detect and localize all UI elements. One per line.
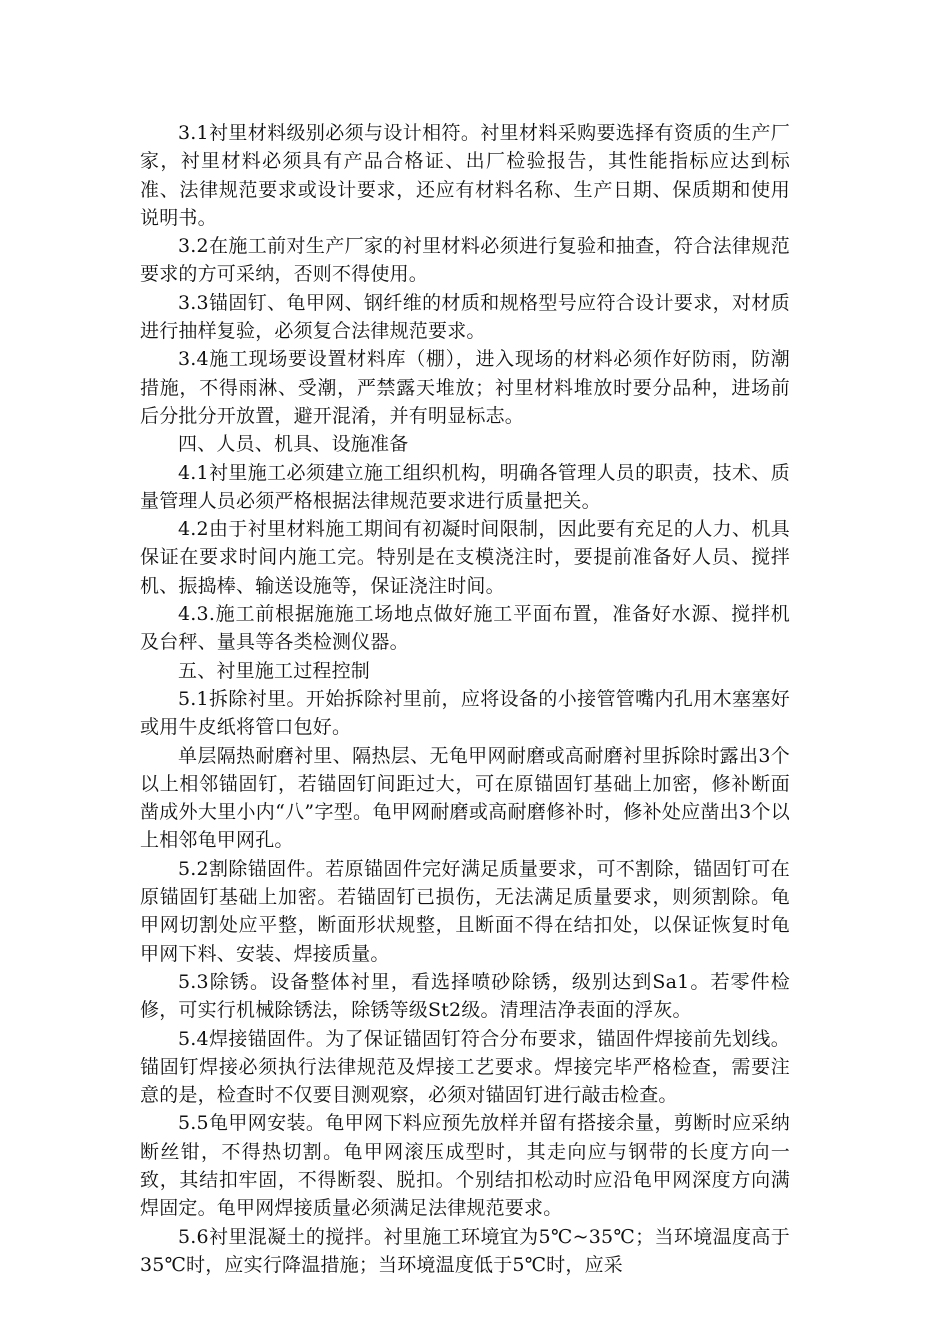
paragraph-5-1-detail: 单层隔热耐磨衬里、隔热层、无龟甲网耐磨或高耐磨衬里拆除时露出3个以上相邻锚固钉，若锚固钉间距过大，可在原锚固钉基础上加密，修补断面凿成外大里小内“八”字型。龟甲网耐磨或高耐磨修补时，修补处应凿出3个以上相邻龟甲网孔。 (140, 744, 790, 852)
paragraph-5-3: 5.3除锈。设备整体衬里，看选择喷砂除锈，级别达到Sa1。若零件检修，可实行机械除锈法，除锈等级St2级。清理洁净表面的浮灰。 (140, 970, 790, 1022)
paragraph-4-3: 4.3.施工前根据施施工场地点做好施工平面布置，准备好水源、搅拌机及台秤、量具等各类检测仪器。 (140, 603, 790, 654)
paragraph-4-2: 4.2由于衬里材料施工期间有初凝时间限制，因此要有充足的人力、机具保证在要求时间内施工完。特别是在支模浇注时，要提前准备好人员、搅拌机、振捣棒、输送设施等，保证浇注时间。 (140, 518, 790, 597)
paragraph-3-4: 3.4施工现场要设置材料库（棚），进入现场的材料必须作好防雨，防潮措施，不得雨淋、受潮，严禁露天堆放；衬里材料堆放时要分品种，进场前后分批分开放置，避开混淆，并有明显标志。 (140, 348, 790, 427)
paragraph-5-5: 5.5龟甲网安装。龟甲网下料应预先放样并留有搭接余量，剪断时应采纳断丝钳，不得热切割。龟甲网滚压成型时，其走向应与钢带的长度方向一致，其结扣牢固，不得断裂、脱扣。个别结扣松动时应沿龟甲网深度方向满焊固定。龟甲网焊接质量必须满足法律规范要求。 (140, 1112, 790, 1220)
paragraph-3-3: 3.3锚固钉、龟甲网、钢纤维的材质和规格型号应符合设计要求，对材质进行抽样复验，必须复合法律规范要求。 (140, 291, 790, 343)
section-heading-5: 五、衬里施工过程控制 (178, 659, 371, 682)
paragraph-3-2: 3.2在施工前对生产厂家的衬里材料必须进行复验和抽查，符合法律规范要求的方可采纳，否则不得使用。 (140, 235, 790, 286)
paragraph-4-1: 4.1衬里施工必须建立施工组织机构，明确各管理人员的职责，技术、质量管理人员必须严格根据法律规范要求进行质量把关。 (140, 461, 790, 512)
paragraph-5-2: 5.2割除锚固件。若原锚固件完好满足质量要求，可不割除，锚固钉可在原锚固钉基础上加密。若锚固钉已损伤，无法满足质量要求，则须割除。龟甲网切割处应平整，断面形状规整，且断面不得在结扣处，以保证恢复时龟甲网下料、安装、焊接质量。 (140, 857, 790, 965)
section-heading-4: 四、人员、机具、设施准备 (178, 433, 409, 456)
paragraph-5-1: 5.1拆除衬里。开始拆除衬里前，应将设备的小接管管嘴内孔用木塞塞好或用牛皮纸将管口包好。 (140, 687, 790, 739)
paragraph-5-4: 5.4焊接锚固件。为了保证锚固钉符合分布要求，锚固件焊接前先划线。锚固钉焊接必须执行法律规范及焊接工艺要求。焊接完毕严格检查，需要注意的是，检查时不仅要目测观察，必须对锚固钉进行敲击检查。 (140, 1027, 790, 1107)
document-body (140, 119, 790, 1279)
paragraph-3-1: 3.1衬里材料级别必须与设计相符。衬里材料采购要选择有资质的生产厂家，衬里材料必须具有产品合格证、出厂检验报告，其性能指标应达到标准、法律规范要求或设计要求，还应有材料名称、生产日期、保质期和使用说明书。 (140, 122, 790, 229)
paragraph-5-6: 5.6衬里混凝土的搅拌。衬里施工环境宜为5℃~35℃；当环境温度高于35℃时，应实行降温措施；当环境温度低于5℃时，应采 (140, 1225, 790, 1276)
